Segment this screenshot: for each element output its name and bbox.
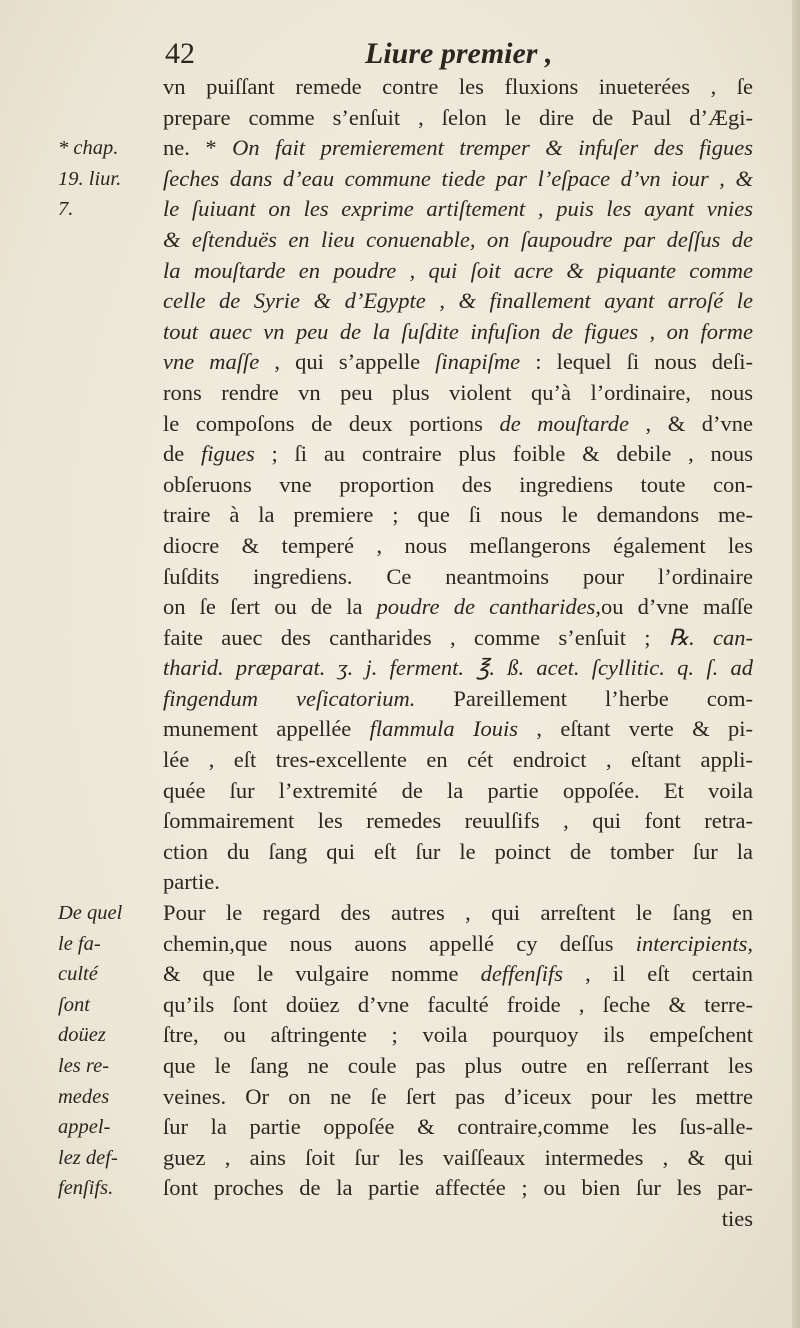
italic-run: celle de Syrie & d’Egypte , & finallement ayant arroſé le bbox=[163, 288, 753, 314]
text-line bbox=[163, 745, 753, 776]
text-line bbox=[163, 72, 753, 103]
italic-run: flammula Iouis bbox=[369, 716, 519, 742]
text-line bbox=[163, 867, 753, 898]
text-run: lée , eſt tres-excellente en cét endroict , eſtant appli- bbox=[163, 747, 753, 773]
text-line bbox=[163, 500, 753, 531]
margin-note-reference bbox=[58, 133, 158, 225]
text-line bbox=[163, 776, 753, 807]
text-run: , eſtant verte & pi- bbox=[518, 716, 753, 742]
text-run: diocre & temperé , nous meſlangerons également les bbox=[163, 532, 753, 558]
italic-run: tout auec vn peu de la ſuſdite infuſion de figues , on forme bbox=[163, 318, 753, 344]
text-run: , qui s’appelle bbox=[259, 349, 436, 375]
text-run: chemin,que nous auons appellé cy deſſus bbox=[163, 930, 636, 956]
text-line bbox=[163, 470, 753, 501]
text-run: ſur la partie oppoſée & contraire,comme les ſus-alle- bbox=[163, 1114, 753, 1140]
text-line bbox=[163, 714, 753, 745]
text-line bbox=[163, 378, 753, 409]
text-run: de bbox=[163, 441, 202, 467]
text-line bbox=[163, 531, 753, 562]
italic-run: On fait premierement tremper & infuſer des figues bbox=[232, 135, 753, 161]
text-run: : lequel ſi nous deſi- bbox=[520, 349, 753, 375]
text-line bbox=[163, 194, 753, 225]
text-run: , il eſt certain bbox=[563, 961, 754, 987]
text-run: quée ſur l’extremité de la partie oppoſée. Et voila bbox=[163, 777, 753, 803]
text-run: le compoſons de deux portions bbox=[163, 410, 500, 436]
italic-run: le ſuiuant on les exprime artiſtement , puis les ayant vnies bbox=[163, 196, 753, 222]
text-run: prepare comme s’enſuit , ſelon le dire de Paul d’Ægi- bbox=[163, 104, 753, 130]
text-run: obſeruons vne proportion des ingrediens toute con- bbox=[163, 471, 753, 497]
book-title: Liure premier , bbox=[365, 37, 553, 70]
text-run: , & d’vne bbox=[628, 410, 753, 436]
text-line bbox=[163, 286, 753, 317]
text-line bbox=[163, 684, 753, 715]
text-run: rons rendre vn peu plus violent qu’à l’ordinaire, nous bbox=[163, 379, 753, 405]
text-line bbox=[163, 623, 753, 654]
text-line bbox=[163, 653, 753, 684]
text-line bbox=[163, 1173, 753, 1204]
italic-run: vne maſſe bbox=[163, 349, 260, 375]
text-run: ,ou d’vne maſſe bbox=[595, 594, 753, 620]
text-line bbox=[163, 1204, 753, 1235]
text-line bbox=[163, 1143, 753, 1174]
margin-note-line: De quel bbox=[58, 902, 123, 924]
text-run: ſtre, ou aſtringente ; voila pourquoy ils empeſchent bbox=[163, 1022, 753, 1048]
margin-note-line: ſont bbox=[58, 993, 90, 1016]
text-run: guez , ains ſoit ſur les vaiſſeaux intermedes , & qui bbox=[163, 1144, 753, 1170]
margin-note-line: * chap. bbox=[58, 137, 119, 159]
text-run: munement appellée bbox=[163, 716, 370, 742]
text-run: on ſe ſert ou de la bbox=[163, 594, 377, 620]
text-run: vn puiſſant remede contre les fluxions inueterées , ſe bbox=[163, 74, 753, 99]
text-line bbox=[163, 225, 753, 256]
margin-note-line: 19. liur. bbox=[58, 167, 122, 190]
text-line bbox=[163, 133, 753, 164]
text-run: partie. bbox=[163, 869, 220, 895]
italic-run: fingendum veſicatorium. bbox=[163, 685, 416, 711]
text-line bbox=[163, 439, 753, 470]
italic-run: la mouſtarde en poudre , qui ſoit acre & piquante comme bbox=[163, 257, 753, 283]
italic-run: tharid. præparat. ʒ. j. ferment. ℥. ß. acet. ſcyllitic. q. ſ. ad bbox=[163, 655, 753, 681]
text-run: ſommairement les remedes reuulſifs , qui font retra- bbox=[163, 808, 753, 834]
text-run: veines. Or on ne ſe ſert pas d’iceux pour les mettre bbox=[163, 1083, 753, 1109]
text-run: ction du ſang qui eſt ſur le poinct de tomber ſur la bbox=[163, 838, 753, 864]
text-run: ſont proches de la partie affectée ; ou bien ſur les par- bbox=[163, 1175, 753, 1201]
italic-run: deffenſifs bbox=[480, 961, 564, 987]
text-line bbox=[163, 837, 753, 868]
running-head bbox=[165, 36, 585, 76]
text-line bbox=[163, 959, 753, 990]
margin-note-line: le fa- bbox=[58, 932, 101, 955]
text-run: & que le vulgaire nomme bbox=[163, 961, 481, 987]
margin-note-line: 7. bbox=[58, 198, 74, 221]
italic-run: de mouſtarde bbox=[499, 410, 629, 436]
margin-note-line: lez def- bbox=[58, 1146, 118, 1169]
page-number: 42 bbox=[165, 37, 195, 70]
text-run: faite auec des cantharides , comme s’enſuit ; bbox=[163, 624, 669, 650]
text-run: qu’ils ſont doüez d’vne faculté froide , ſeche & terre- bbox=[163, 991, 753, 1017]
text-run: que le ſang ne coule pas plus outre en reſſerrant les bbox=[163, 1053, 753, 1078]
text-line bbox=[163, 1082, 753, 1113]
italic-run: figues bbox=[201, 441, 255, 467]
margin-note-line: doüez bbox=[58, 1024, 106, 1047]
text-run: ; ſi au contraire plus foible & debile , nous bbox=[254, 441, 753, 467]
margin-note-line: culté bbox=[58, 963, 98, 986]
text-run: Pareillement l’herbe com- bbox=[415, 685, 753, 711]
margin-note-line: appel- bbox=[58, 1116, 111, 1139]
text-line bbox=[163, 990, 753, 1021]
text-line bbox=[163, 317, 753, 348]
margin-note-line: les re- bbox=[58, 1054, 110, 1077]
text-line bbox=[163, 256, 753, 287]
body-text bbox=[163, 72, 753, 1235]
text-line bbox=[163, 806, 753, 837]
margin-note-gloss bbox=[58, 898, 158, 1204]
text-line bbox=[163, 409, 753, 440]
margin-note-line: medes bbox=[58, 1085, 110, 1108]
margin-note-line: fenſifs. bbox=[58, 1177, 114, 1200]
italic-run: ℞. can- bbox=[668, 624, 753, 650]
text-run: ne. * bbox=[163, 135, 233, 161]
text-line bbox=[163, 929, 753, 960]
text-line bbox=[163, 562, 753, 593]
text-line bbox=[163, 898, 753, 929]
text-line bbox=[163, 1112, 753, 1143]
text-line bbox=[163, 164, 753, 195]
text-run: Pour le regard des autres , qui arreſtent le ſang en bbox=[163, 900, 753, 926]
page-edge bbox=[792, 0, 800, 1328]
text-line bbox=[163, 592, 753, 623]
italic-run: & eſtenduës en lieu conuenable, on ſaupoudre par deſſus de bbox=[163, 226, 753, 252]
text-run: ties bbox=[721, 1205, 753, 1231]
italic-run: intercipients, bbox=[635, 930, 753, 956]
text-line bbox=[163, 347, 753, 378]
text-run: ſuſdits ingrediens. Ce neantmoins pour l’ordinaire bbox=[163, 563, 753, 589]
text-line bbox=[163, 1051, 753, 1082]
italic-run: ſeches dans d’eau commune tiede par l’eſpace d’vn iour , & bbox=[163, 165, 753, 191]
italic-run: poudre de cantharides bbox=[376, 594, 596, 620]
text-line bbox=[163, 1020, 753, 1051]
text-line bbox=[163, 103, 753, 134]
italic-run: ſinapiſme bbox=[435, 349, 521, 375]
text-run: traire à la premiere ; que ſi nous le demandons me- bbox=[163, 502, 753, 528]
